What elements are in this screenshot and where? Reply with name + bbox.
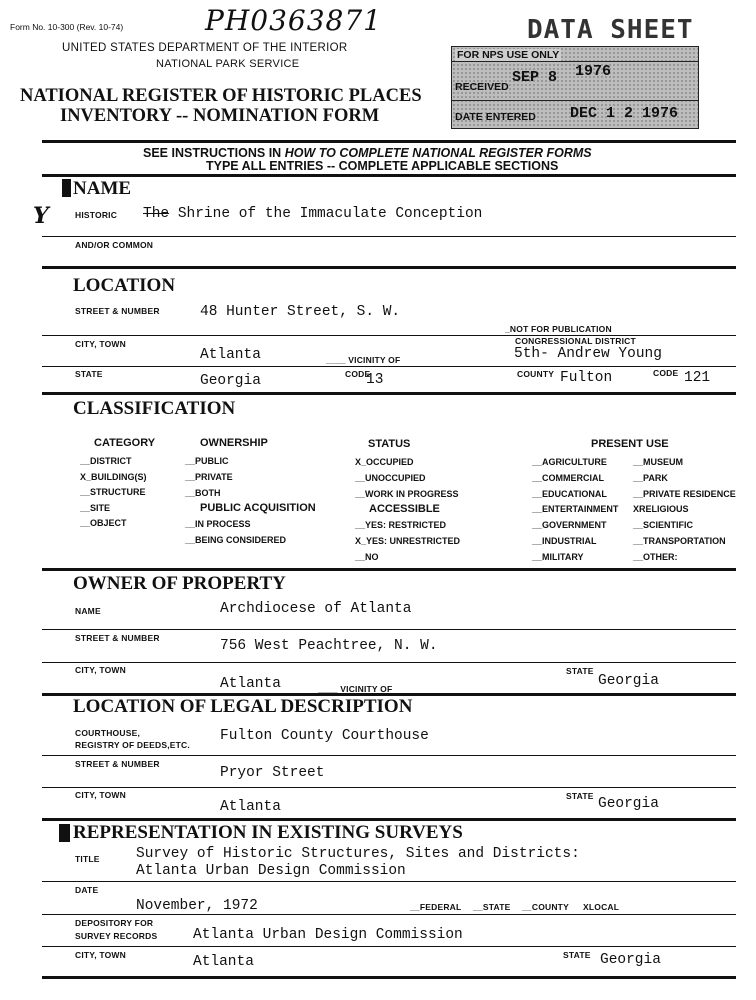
- survey-date-label: DATE: [75, 885, 99, 895]
- category-structure: __STRUCTURE: [80, 487, 146, 497]
- legal-city-label: CITY, TOWN: [75, 790, 126, 800]
- category-object: __OBJECT: [80, 518, 127, 528]
- legal-street-value: Pryor Street: [220, 765, 325, 781]
- survey-local: XLOCAL: [583, 902, 620, 912]
- received-label: RECEIVED: [455, 81, 509, 93]
- date-entered-label: DATE ENTERED: [455, 111, 536, 123]
- survey-date-value: November, 1972: [136, 898, 258, 914]
- courthouse-label-1: COURTHOUSE,: [75, 728, 141, 738]
- department-name: UNITED STATES DEPARTMENT OF THE INTERIOR: [62, 42, 348, 54]
- legal-state-label: STATE: [566, 791, 594, 801]
- received-year: 1976: [575, 63, 612, 80]
- owner-city-label: CITY, TOWN: [75, 665, 126, 675]
- legal-city-value: Atlanta: [220, 799, 281, 815]
- section-number-marker: [62, 179, 71, 197]
- courthouse-label-2: REGISTRY OF DEEDS,ETC.: [75, 740, 190, 750]
- use-other: __OTHER:: [633, 552, 678, 562]
- use-industrial: __INDUSTRIAL: [532, 536, 597, 546]
- survey-state-label: STATE: [563, 950, 591, 960]
- section-heading-surveys: REPRESENTATION IN EXISTING SURVEYS: [73, 822, 463, 843]
- status-work-in-progress: __WORK IN PROGRESS: [355, 489, 459, 499]
- margin-checkmark: Y: [33, 203, 49, 229]
- courthouse-value: Fulton County Courthouse: [220, 728, 429, 744]
- status-heading: STATUS: [368, 438, 411, 450]
- owner-name-value: Archdiocese of Atlanta: [220, 601, 412, 617]
- city-value: Atlanta: [200, 347, 261, 363]
- vicinity-label: ____ VICINITY OF: [326, 355, 401, 365]
- acquisition-in-process: __IN PROCESS: [185, 519, 251, 529]
- category-district: __DISTRICT: [80, 456, 132, 466]
- status-unoccupied: __UNOCCUPIED: [355, 473, 426, 483]
- congressional-label: CONGRESSIONAL DISTRICT: [515, 336, 636, 346]
- county-code-value: 121: [684, 370, 711, 386]
- use-entertainment: __ENTERTAINMENT: [532, 504, 619, 514]
- service-name: NATIONAL PARK SERVICE: [156, 58, 300, 70]
- use-government: __GOVERNMENT: [532, 520, 607, 530]
- depository-label-2: SURVEY RECORDS: [75, 931, 158, 941]
- survey-county: __COUNTY: [522, 902, 569, 912]
- data-sheet-stamp: DATA SHEET: [527, 15, 694, 45]
- survey-state-value: Georgia: [600, 952, 661, 968]
- street-value: 48 Hunter Street, S. W.: [200, 304, 401, 320]
- accessible-no: __NO: [355, 552, 379, 562]
- state-label: STATE: [75, 369, 103, 379]
- state-code-label: CODE: [345, 369, 371, 379]
- received-date: SEP 8: [512, 69, 558, 86]
- state-code-value: 13: [366, 372, 384, 388]
- status-occupied: X_OCCUPIED: [355, 457, 414, 467]
- use-scientific: __SCIENTIFIC: [633, 520, 694, 530]
- not-for-publication: _NOT FOR PUBLICATION: [505, 324, 612, 334]
- use-agriculture: __AGRICULTURE: [532, 457, 607, 467]
- use-private-residence: __PRIVATE RESIDENCE: [633, 489, 736, 499]
- owner-name-label: NAME: [75, 606, 101, 616]
- handwritten-reference: PH0363871: [205, 4, 382, 37]
- historic-name-value: The Shrine of the Immaculate Conception: [143, 206, 483, 222]
- survey-title-line1: Survey of Historic Structures, Sites and Districts:: [136, 846, 580, 862]
- present-use-heading: PRESENT USE: [591, 438, 669, 450]
- legal-street-label: STREET & NUMBER: [75, 759, 160, 769]
- form-number: Form No. 10-300 (Rev. 10-74): [10, 22, 124, 32]
- form-title-line1: NATIONAL REGISTER OF HISTORIC PLACES: [20, 86, 422, 106]
- legal-state-value: Georgia: [598, 796, 659, 812]
- common-name-label: AND/OR COMMON: [75, 240, 154, 250]
- accessible-heading: ACCESSIBLE: [369, 503, 440, 515]
- section-heading-owner: OWNER OF PROPERTY: [73, 573, 286, 594]
- use-commercial: __COMMERCIAL: [532, 473, 605, 483]
- acquisition-being-considered: __BEING CONSIDERED: [185, 535, 287, 545]
- owner-state-label: STATE: [566, 666, 594, 676]
- instructions-line2: TYPE ALL ENTRIES -- COMPLETE APPLICABLE SECTIONS: [206, 159, 559, 173]
- owner-vicinity-label: ____ VICINITY OF: [318, 684, 393, 694]
- section-heading-name: NAME: [73, 178, 132, 199]
- ownership-private: __PRIVATE: [185, 472, 233, 482]
- use-educational: __EDUCATIONAL: [532, 489, 607, 499]
- survey-federal: __FEDERAL: [410, 902, 462, 912]
- survey-title-line2: Atlanta Urban Design Commission: [136, 863, 406, 879]
- date-entered-value: DEC 1 2 1976: [570, 105, 679, 122]
- form-title-line2: INVENTORY -- NOMINATION FORM: [60, 106, 380, 126]
- use-transportation: __TRANSPORTATION: [633, 536, 726, 546]
- category-site: __SITE: [80, 503, 111, 513]
- depository-value: Atlanta Urban Design Commission: [193, 927, 463, 943]
- county-label: COUNTY: [517, 369, 555, 379]
- survey-title-label: TITLE: [75, 854, 100, 864]
- section-heading-classification: CLASSIFICATION: [73, 398, 236, 419]
- section-heading-legal: LOCATION OF LEGAL DESCRIPTION: [73, 696, 413, 717]
- county-code-label: CODE: [653, 368, 679, 378]
- survey-state: __STATE: [473, 902, 511, 912]
- owner-city-value: Atlanta: [220, 676, 281, 692]
- section-heading-location: LOCATION: [73, 275, 176, 296]
- state-value: Georgia: [200, 373, 261, 389]
- city-label: CITY, TOWN: [75, 339, 126, 349]
- depository-label-1: DEPOSITORY FOR: [75, 918, 154, 928]
- use-religious: XRELIGIOUS: [633, 504, 689, 514]
- survey-city-label: CITY, TOWN: [75, 950, 126, 960]
- congressional-value: 5th- Andrew Young: [514, 346, 662, 362]
- nps-use-only-box: [451, 46, 699, 129]
- ownership-heading: OWNERSHIP: [200, 437, 268, 449]
- owner-street-value: 756 West Peachtree, N. W.: [220, 638, 438, 654]
- use-military: __MILITARY: [532, 552, 584, 562]
- ownership-both: __BOTH: [185, 488, 221, 498]
- accessible-restricted: __YES: RESTRICTED: [355, 520, 447, 530]
- ownership-public: __PUBLIC: [185, 456, 229, 466]
- category-building: X_BUILDING(S): [80, 472, 147, 482]
- street-label: STREET & NUMBER: [75, 306, 160, 316]
- accessible-unrestricted: X_YES: UNRESTRICTED: [355, 536, 461, 546]
- nps-use-only-label: FOR NPS USE ONLY: [457, 49, 560, 61]
- owner-state-value: Georgia: [598, 673, 659, 689]
- acquisition-heading: PUBLIC ACQUISITION: [200, 502, 316, 514]
- category-heading: CATEGORY: [94, 437, 156, 449]
- historic-label: HISTORIC: [75, 210, 118, 220]
- use-museum: __MUSEUM: [633, 457, 684, 467]
- use-park: __PARK: [633, 473, 668, 483]
- survey-city-value: Atlanta: [193, 954, 254, 970]
- instructions-line1: SEE INSTRUCTIONS IN HOW TO COMPLETE NATIONAL REGISTER FORMS: [143, 146, 592, 160]
- owner-street-label: STREET & NUMBER: [75, 633, 160, 643]
- section-number-marker-6: [59, 824, 70, 842]
- county-value: Fulton: [560, 370, 613, 386]
